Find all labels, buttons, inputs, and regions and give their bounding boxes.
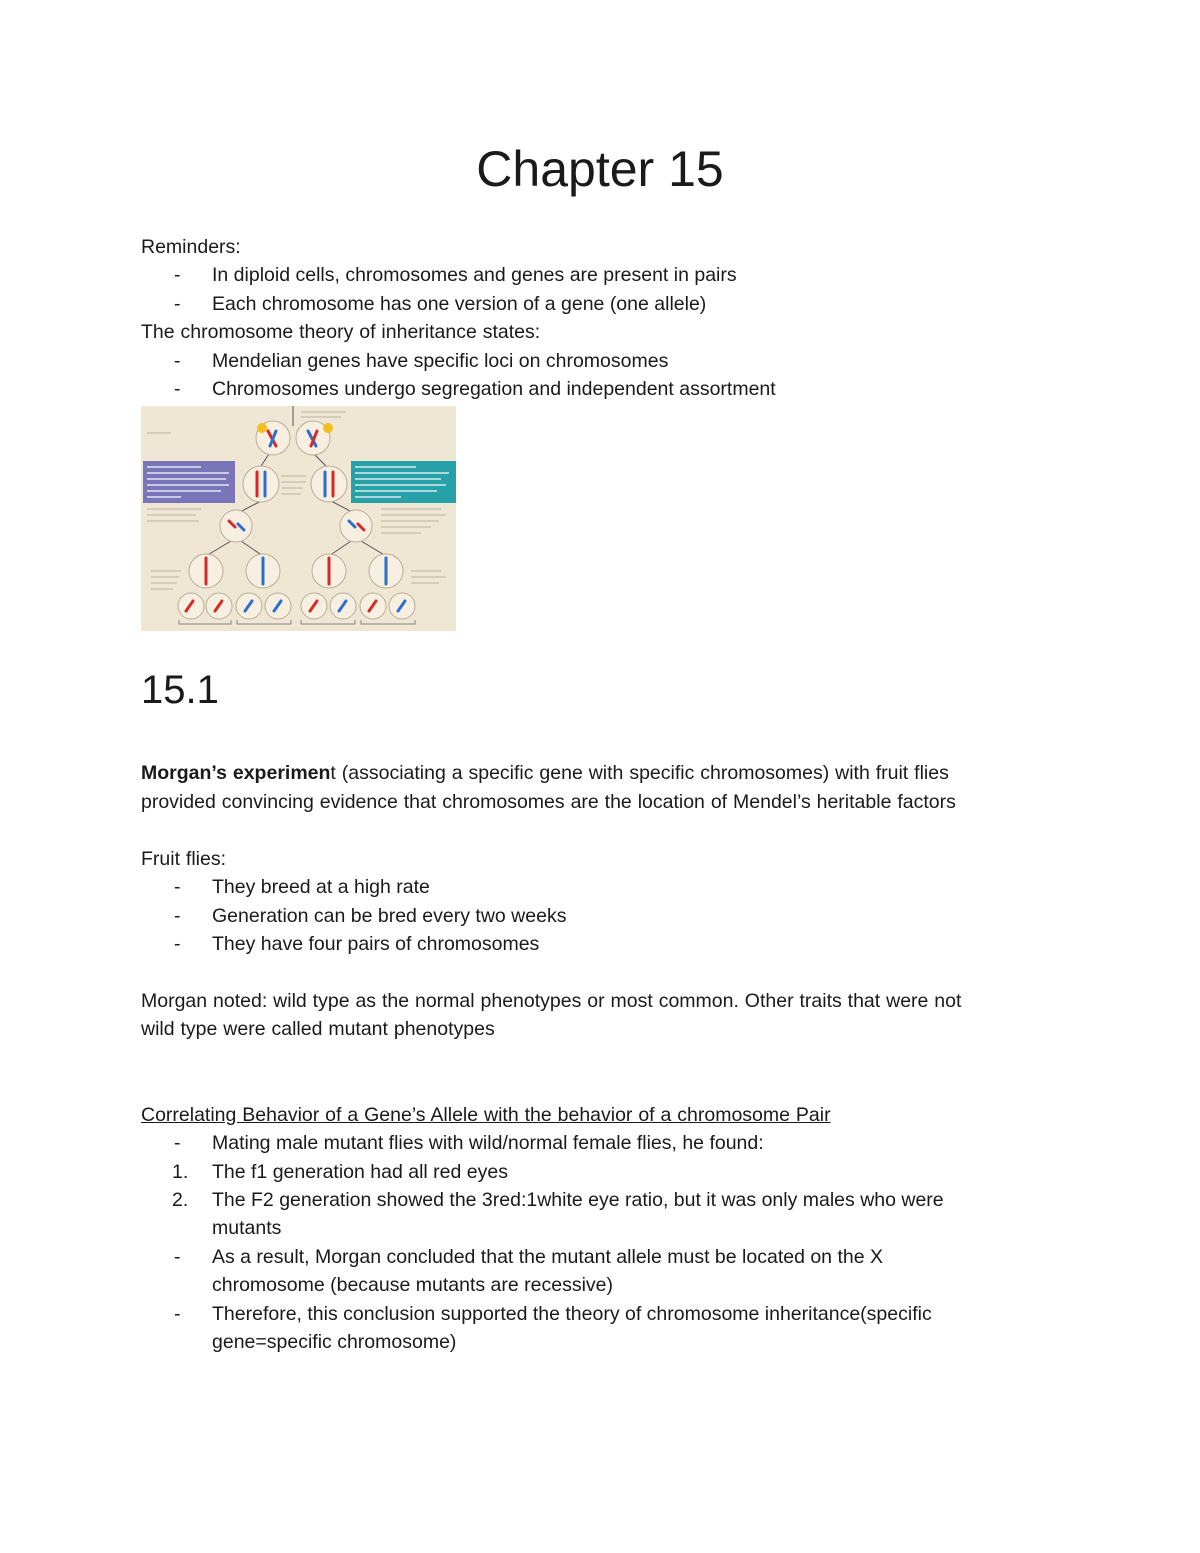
list-marker: 2. — [172, 1189, 189, 1211]
list-marker: - — [174, 876, 181, 898]
page-title: Chapter 15 — [476, 141, 724, 197]
list-item: They have four pairs of chromosomes — [212, 933, 540, 955]
list-item: Therefore, this conclusion supported the theory of chromosome inheritance(specific — [212, 1303, 932, 1325]
list-item-continuation: mutants — [212, 1217, 282, 1239]
list-marker: - — [174, 293, 181, 315]
list-item-continuation: gene=specific chromosome) — [212, 1331, 457, 1353]
meiosis-figure — [141, 406, 456, 631]
morgan-paragraph-line2: provided convincing evidence that chromosomes are the location of Mendel’s heritable factors — [141, 791, 956, 813]
list-item: They breed at a high rate — [212, 876, 430, 898]
theory-heading: The chromosome theory of inheritance states: — [141, 321, 541, 343]
meiosis-diagram — [141, 406, 456, 631]
section-heading: 15.1 — [141, 668, 219, 712]
reminders-heading: Reminders: — [141, 236, 241, 258]
list-marker: - — [174, 378, 181, 400]
list-marker: - — [174, 1132, 181, 1154]
list-item: The f1 generation had all red eyes — [212, 1161, 508, 1183]
morgan-paragraph-line1 — [141, 759, 949, 788]
list-item-continuation: chromosome (because mutants are recessive) — [212, 1274, 613, 1296]
list-item: Chromosomes undergo segregation and independent assortment — [212, 378, 776, 400]
list-marker: - — [174, 1246, 181, 1268]
list-marker: 1. — [172, 1161, 189, 1183]
list-item: The F2 generation showed the 3red:1white eye ratio, but it was only males who were — [212, 1189, 944, 1211]
list-item: As a result, Morgan concluded that the mutant allele must be located on the X — [212, 1246, 883, 1268]
list-marker: - — [174, 1303, 181, 1325]
morgan-experiment-bold: Morgan’s experimen — [141, 762, 331, 784]
list-marker: - — [174, 933, 181, 955]
noted-paragraph-line2: wild type were called mutant phenotypes — [141, 1018, 495, 1040]
list-item: Mendelian genes have specific loci on chromosomes — [212, 350, 669, 372]
list-marker: - — [174, 264, 181, 286]
list-item: In diploid cells, chromosomes and genes are present in pairs — [212, 264, 737, 286]
list-marker: - — [174, 905, 181, 927]
fruit-flies-heading: Fruit flies: — [141, 848, 227, 870]
list-item: Mating male mutant flies with wild/normal female flies, he found: — [212, 1132, 764, 1154]
list-marker: - — [174, 350, 181, 372]
noted-paragraph-line1: Morgan noted: wild type as the normal phenotypes or most common. Other traits that were not — [141, 990, 962, 1012]
morgan-text: t (associating a specific gene with specific chromosomes) with fruit flies — [330, 762, 949, 784]
correlating-subheading: Correlating Behavior of a Gene’s Allele with the behavior of a chromosome Pair — [141, 1104, 831, 1126]
list-item: Each chromosome has one version of a gene (one allele) — [212, 293, 707, 315]
list-item: Generation can be bred every two weeks — [212, 905, 567, 927]
